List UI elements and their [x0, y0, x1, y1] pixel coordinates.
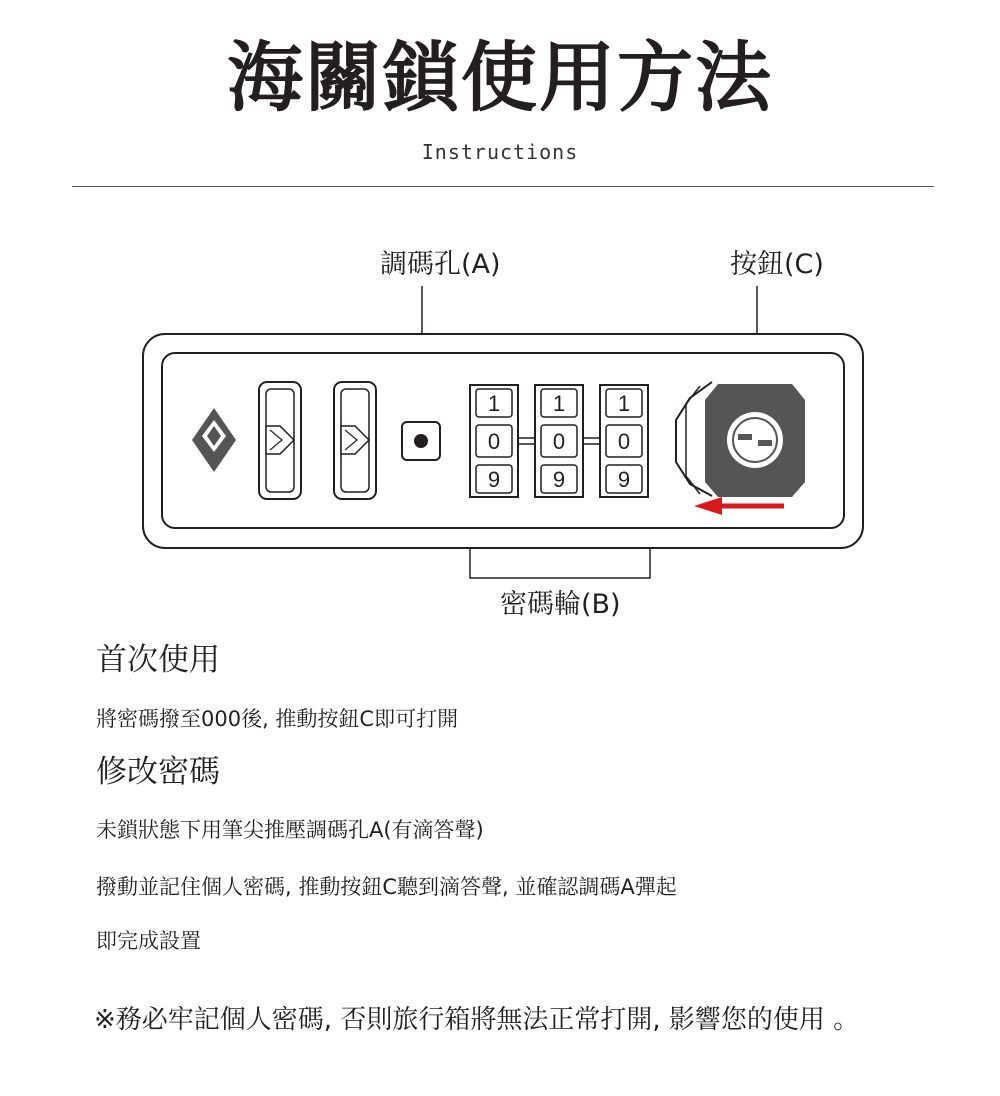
change-code-heading: 修改密碼	[96, 754, 220, 790]
warning-note: ※務必牢記個人密碼, 否則旅行箱將無法正常打開, 影響您的使用 。	[94, 1005, 860, 1035]
dial-wheel[interactable]	[535, 385, 583, 497]
first-use-text: 將密碼撥至000後, 推動按鈕C即可打開	[96, 707, 459, 731]
change-code-step-3: 即完成設置	[96, 929, 201, 953]
dial-wheels-label: 密碼輪(B)	[500, 589, 621, 620]
reset-hole-icon	[402, 422, 440, 460]
first-use-heading: 首次使用	[96, 642, 220, 678]
change-code-step-1: 未鎖狀態下用筆尖推壓調碼孔A(有滴答聲)	[96, 818, 484, 842]
dial-digit-bottom: 9	[617, 467, 631, 492]
dial-wheels	[470, 385, 648, 497]
change-code-step-2: 撥動並記住個人密碼, 推動按鈕C聽到滴答聲, 並確認調碼A彈起	[96, 875, 677, 899]
dial-digit-bottom: 9	[487, 467, 501, 492]
dial-wheel[interactable]	[600, 385, 648, 497]
dial-digit-middle: 0	[487, 429, 501, 454]
dial-digit-top: 1	[487, 391, 501, 416]
button-label: 按鈕(C)	[730, 249, 824, 280]
latch-slider-left-icon	[259, 382, 301, 499]
page-subtitle: Instructions	[421, 140, 579, 164]
page-title: 海關鎖使用方法	[227, 33, 773, 122]
dial-digit-top: 1	[552, 391, 566, 416]
dial-digit-middle: 0	[552, 429, 566, 454]
dial-digit-bottom: 9	[552, 467, 566, 492]
reset-hole-label: 調碼孔(A)	[380, 249, 501, 280]
dial-wheel[interactable]	[470, 385, 518, 497]
dial-digit-top: 1	[617, 391, 631, 416]
dial-digit-middle: 0	[617, 429, 631, 454]
latch-slider-right-icon	[334, 382, 376, 499]
